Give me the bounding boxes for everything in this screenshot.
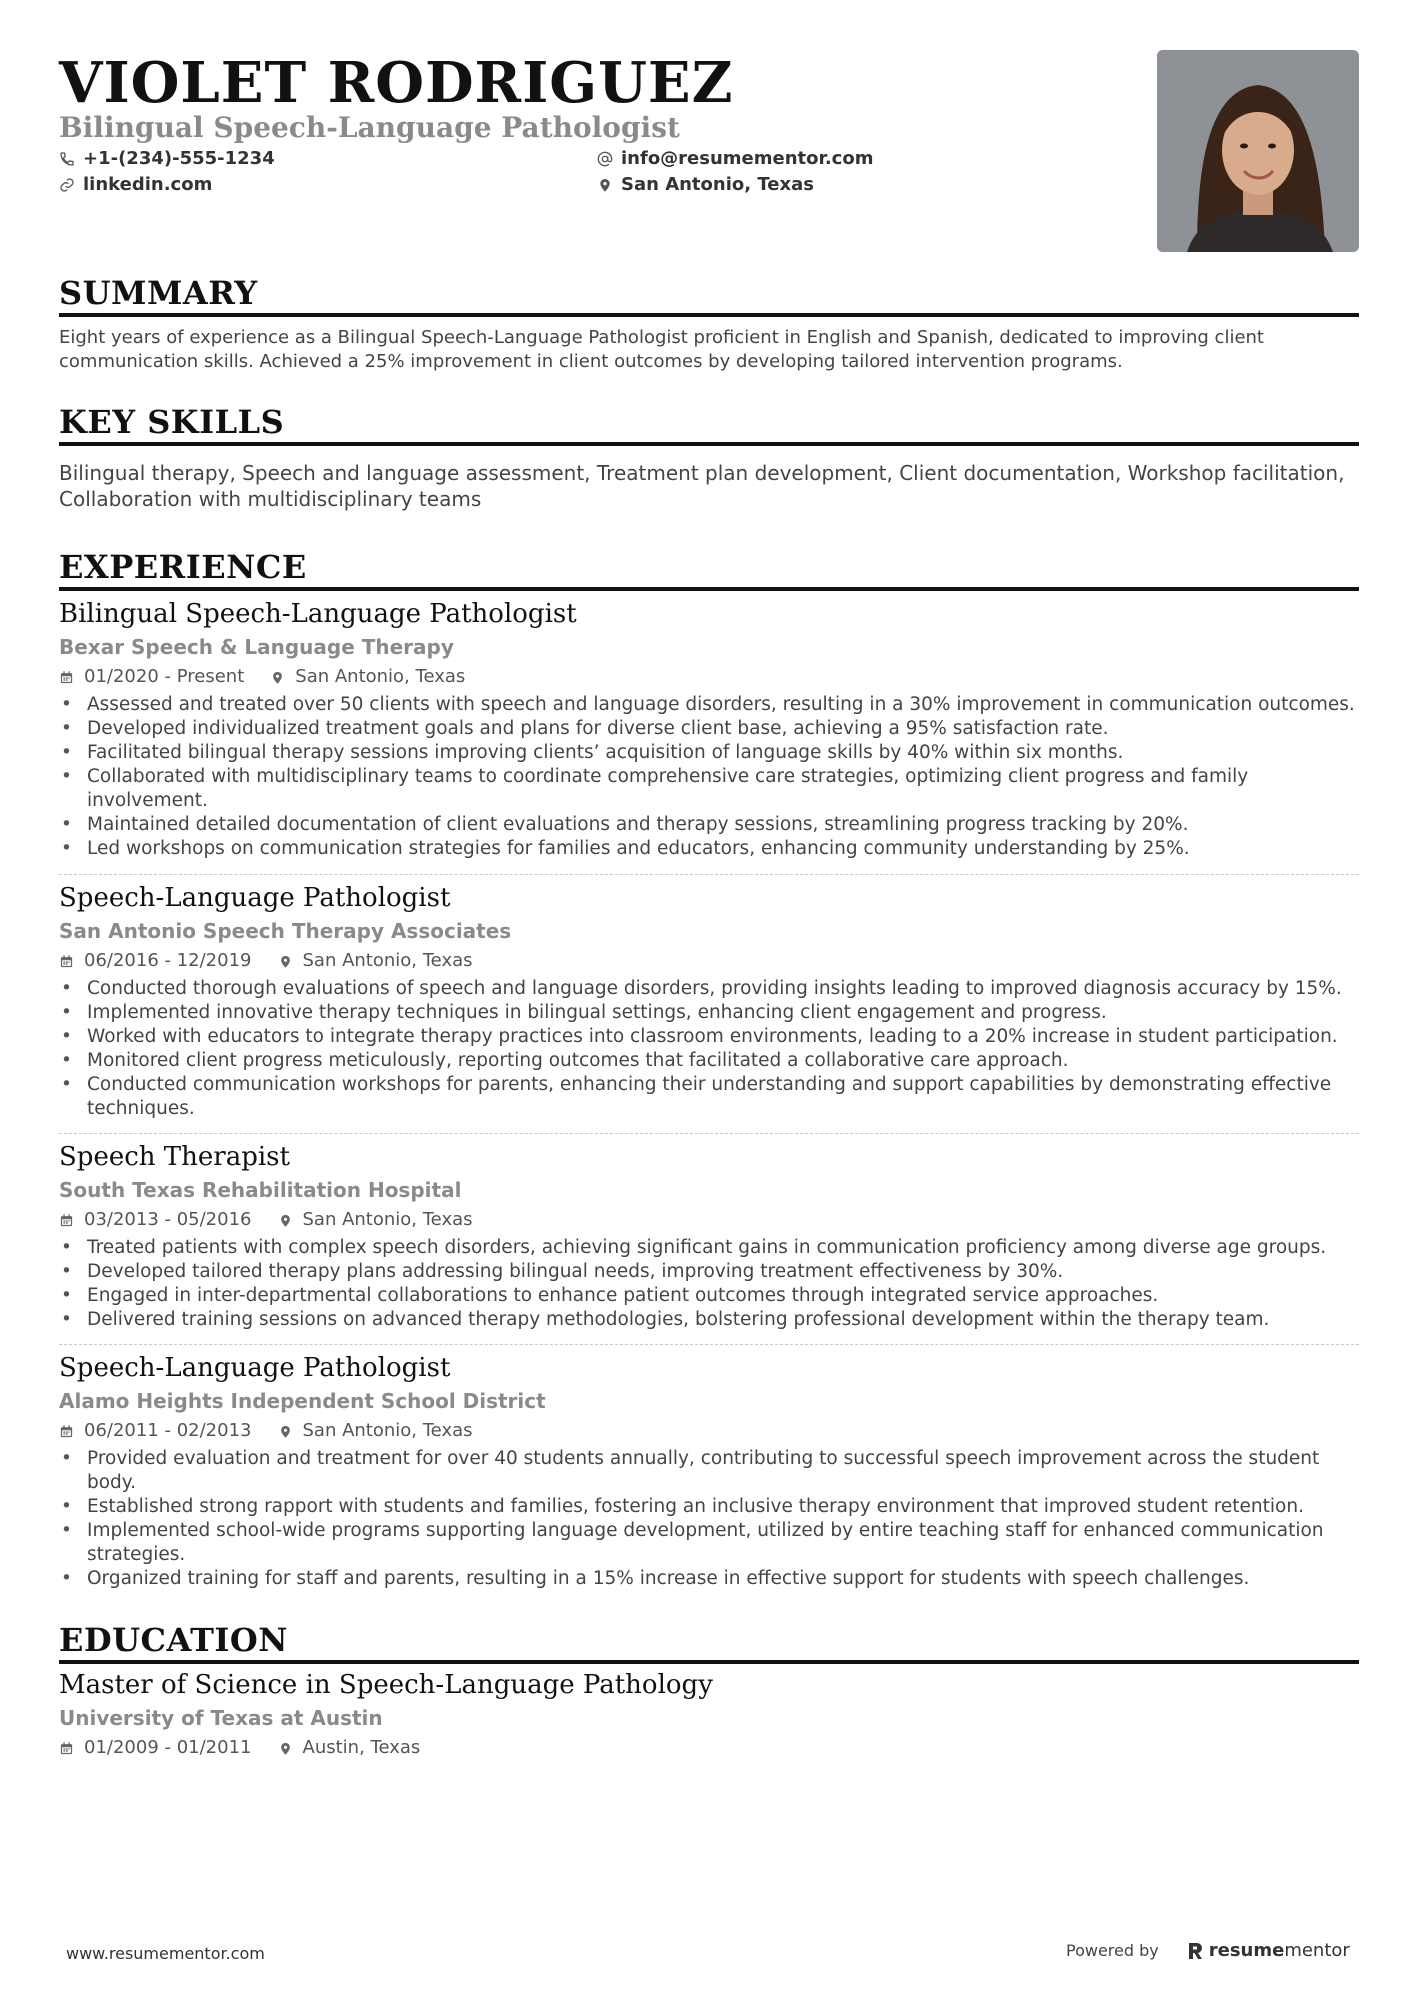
skills-divider	[59, 442, 1359, 446]
job-location	[278, 949, 473, 973]
education-meta	[59, 1736, 1359, 1760]
location-text: San Antonio, Texas	[621, 174, 814, 195]
phone-contact	[59, 147, 275, 171]
calendar-icon	[59, 954, 74, 969]
job-company: Bexar Speech & Language Therapy	[59, 635, 454, 659]
footer-powered	[1066, 1940, 1350, 1961]
bullet-item: • Delivered training sessions on advanced therapy methodologies, bolstering professional development within the therapy team.	[59, 1308, 1359, 1332]
job-title: Bilingual Speech-Language Pathologist	[59, 599, 577, 629]
job-company: South Texas Rehabilitation Hospital	[59, 1178, 462, 1202]
bullet-item: • Worked with educators to integrate therapy practices into classroom environments, leading to a 20% increase in student participation.	[59, 1025, 1359, 1049]
bullet-item: • Established strong rapport with students and families, fostering an inclusive therapy environment that improved student retention.	[59, 1495, 1359, 1519]
job-location-text: San Antonio, Texas	[302, 1209, 473, 1230]
bullet-item: • Implemented innovative therapy techniques in bilingual settings, enhancing client engagement and progress.	[59, 1001, 1359, 1025]
bullet-item: • Conducted communication workshops for parents, enhancing their understanding and support capabilities by demonstrating effective techniques.	[59, 1073, 1359, 1121]
linkedin-contact	[59, 173, 212, 197]
job-location	[278, 1419, 473, 1443]
bullet-item: • Conducted thorough evaluations of speech and language disorders, providing insights leading to improved diagnosis accuracy by 15%.	[59, 977, 1359, 1001]
at-icon	[597, 151, 613, 167]
phone-text[interactable]: +1-(234)-555-1234	[83, 148, 275, 169]
job-title: Speech-Language Pathologist	[59, 883, 451, 913]
candidate-title: Bilingual Speech-Language Pathologist	[59, 111, 680, 144]
calendar-icon	[59, 670, 74, 685]
job-meta	[59, 1419, 1359, 1443]
calendar-icon	[59, 1424, 74, 1439]
calendar-icon	[59, 1741, 74, 1756]
job-location-text: San Antonio, Texas	[302, 1420, 473, 1441]
experience-item	[59, 881, 1359, 1121]
map-pin-icon	[278, 954, 293, 969]
bullet-item: • Maintained detailed documentation of client evaluations and therapy sessions, streamlining progress tracking by 20%.	[59, 813, 1359, 837]
bullet-item: • Monitored client progress meticulously, reporting outcomes that facilitated a collaborative care approach.	[59, 1049, 1359, 1073]
bullet-item: • Developed individualized treatment goals and plans for diverse client base, achieving a 95% satisfaction rate.	[59, 717, 1359, 741]
experience-heading: EXPERIENCE	[59, 548, 307, 586]
link-icon	[59, 177, 75, 193]
job-location	[270, 665, 465, 689]
job-divider	[59, 1133, 1359, 1134]
job-bullets	[59, 693, 1359, 861]
experience-divider	[59, 587, 1359, 591]
email-contact	[597, 147, 873, 171]
footer-website[interactable]: www.resumementor.com	[66, 1944, 265, 1963]
map-pin-icon	[278, 1424, 293, 1439]
job-dates: 06/2016 - 12/2019	[84, 950, 252, 971]
bullet-item: • Collaborated with multidisciplinary teams to coordinate comprehensive care strategies, optimizing client progress and family involvement.	[59, 765, 1359, 813]
experience-item	[59, 1351, 1359, 1591]
job-divider	[59, 874, 1359, 875]
phone-icon	[59, 151, 75, 167]
summary-divider	[59, 313, 1359, 317]
bullet-item: • Provided evaluation and treatment for over 40 students annually, contributing to successful speech improvement across the student body.	[59, 1447, 1359, 1495]
job-dates: 06/2011 - 02/2013	[84, 1420, 252, 1441]
resumementor-logo-icon	[1187, 1941, 1203, 1961]
brand-logo[interactable]	[1187, 1940, 1350, 1961]
education-location	[278, 1736, 421, 1760]
job-company: San Antonio Speech Therapy Associates	[59, 919, 512, 943]
job-divider	[59, 1344, 1359, 1345]
job-location-text: San Antonio, Texas	[302, 950, 473, 971]
education-divider	[59, 1660, 1359, 1664]
education-item	[59, 1668, 1359, 1760]
experience-item	[59, 597, 1359, 861]
bullet-item: • Organized training for staff and parents, resulting in a 15% increase in effective support for students with speech challenges.	[59, 1567, 1359, 1591]
bullet-item: • Led workshops on communication strategies for families and educators, enhancing community understanding by 25%.	[59, 837, 1359, 861]
map-pin-icon	[278, 1213, 293, 1228]
profile-photo	[1157, 50, 1359, 252]
job-dates: 01/2020 - Present	[84, 666, 245, 687]
location-contact	[597, 173, 814, 197]
brand-bold: resume	[1208, 1940, 1285, 1961]
bullet-item: • Treated patients with complex speech disorders, achieving significant gains in communication proficiency among diverse age groups.	[59, 1236, 1359, 1260]
experience-item	[59, 1140, 1359, 1332]
job-bullets	[59, 1236, 1359, 1332]
bullet-item: • Implemented school-wide programs supporting language development, utilized by entire teaching staff for enhanced communication strategies.	[59, 1519, 1359, 1567]
job-title: Speech-Language Pathologist	[59, 1353, 451, 1383]
job-dates: 03/2013 - 05/2016	[84, 1209, 252, 1230]
job-meta	[59, 949, 1359, 973]
skills-heading: KEY SKILLS	[59, 403, 285, 441]
email-text[interactable]: info@resumementor.com	[621, 148, 874, 169]
linkedin-text[interactable]: linkedin.com	[83, 174, 213, 195]
job-location	[278, 1208, 473, 1232]
map-pin-icon	[270, 670, 285, 685]
education-location-text: Austin, Texas	[302, 1737, 421, 1758]
bullet-item: • Engaged in inter-departmental collaborations to enhance patient outcomes through integrated service approaches.	[59, 1284, 1359, 1308]
job-bullets	[59, 1447, 1359, 1591]
brand-light: mentor	[1284, 1940, 1350, 1961]
job-location-text: San Antonio, Texas	[295, 666, 466, 687]
powered-by-label: Powered by	[1066, 1941, 1159, 1960]
education-heading: EDUCATION	[59, 1621, 288, 1659]
map-pin-icon	[597, 177, 613, 193]
job-title: Speech Therapist	[59, 1142, 290, 1172]
candidate-name: VIOLET RODRIGUEZ	[59, 50, 734, 116]
summary-heading: SUMMARY	[59, 274, 258, 312]
skills-text: Bilingual therapy, Speech and language assessment, Treatment plan development, Client documentation, Workshop facilitation, Collaboration with multidisciplinary teams	[59, 461, 1345, 511]
school-name: University of Texas at Austin	[59, 1706, 383, 1730]
summary-text: Eight years of experience as a Bilingual Speech-Language Pathologist proficient in English and Spanish, dedicated to improving client communication skills. Achieved a 25% improvement in client outcomes by developing tailored intervention programs.	[59, 327, 1264, 372]
job-company: Alamo Heights Independent School District	[59, 1389, 546, 1413]
bullet-item: • Facilitated bilingual therapy sessions improving clients’ acquisition of language skills by 40% within six months.	[59, 741, 1359, 765]
education-dates: 01/2009 - 01/2011	[84, 1737, 252, 1758]
job-meta	[59, 665, 1359, 689]
job-bullets	[59, 977, 1359, 1121]
degree-title: Master of Science in Speech-Language Pathology	[59, 1670, 713, 1700]
calendar-icon	[59, 1213, 74, 1228]
job-meta	[59, 1208, 1359, 1232]
bullet-item: • Developed tailored therapy plans addressing bilingual needs, improving treatment effectiveness by 30%.	[59, 1260, 1359, 1284]
map-pin-icon	[278, 1741, 293, 1756]
bullet-item: • Assessed and treated over 50 clients with speech and language disorders, resulting in a 30% improvement in communication outcomes.	[59, 693, 1359, 717]
